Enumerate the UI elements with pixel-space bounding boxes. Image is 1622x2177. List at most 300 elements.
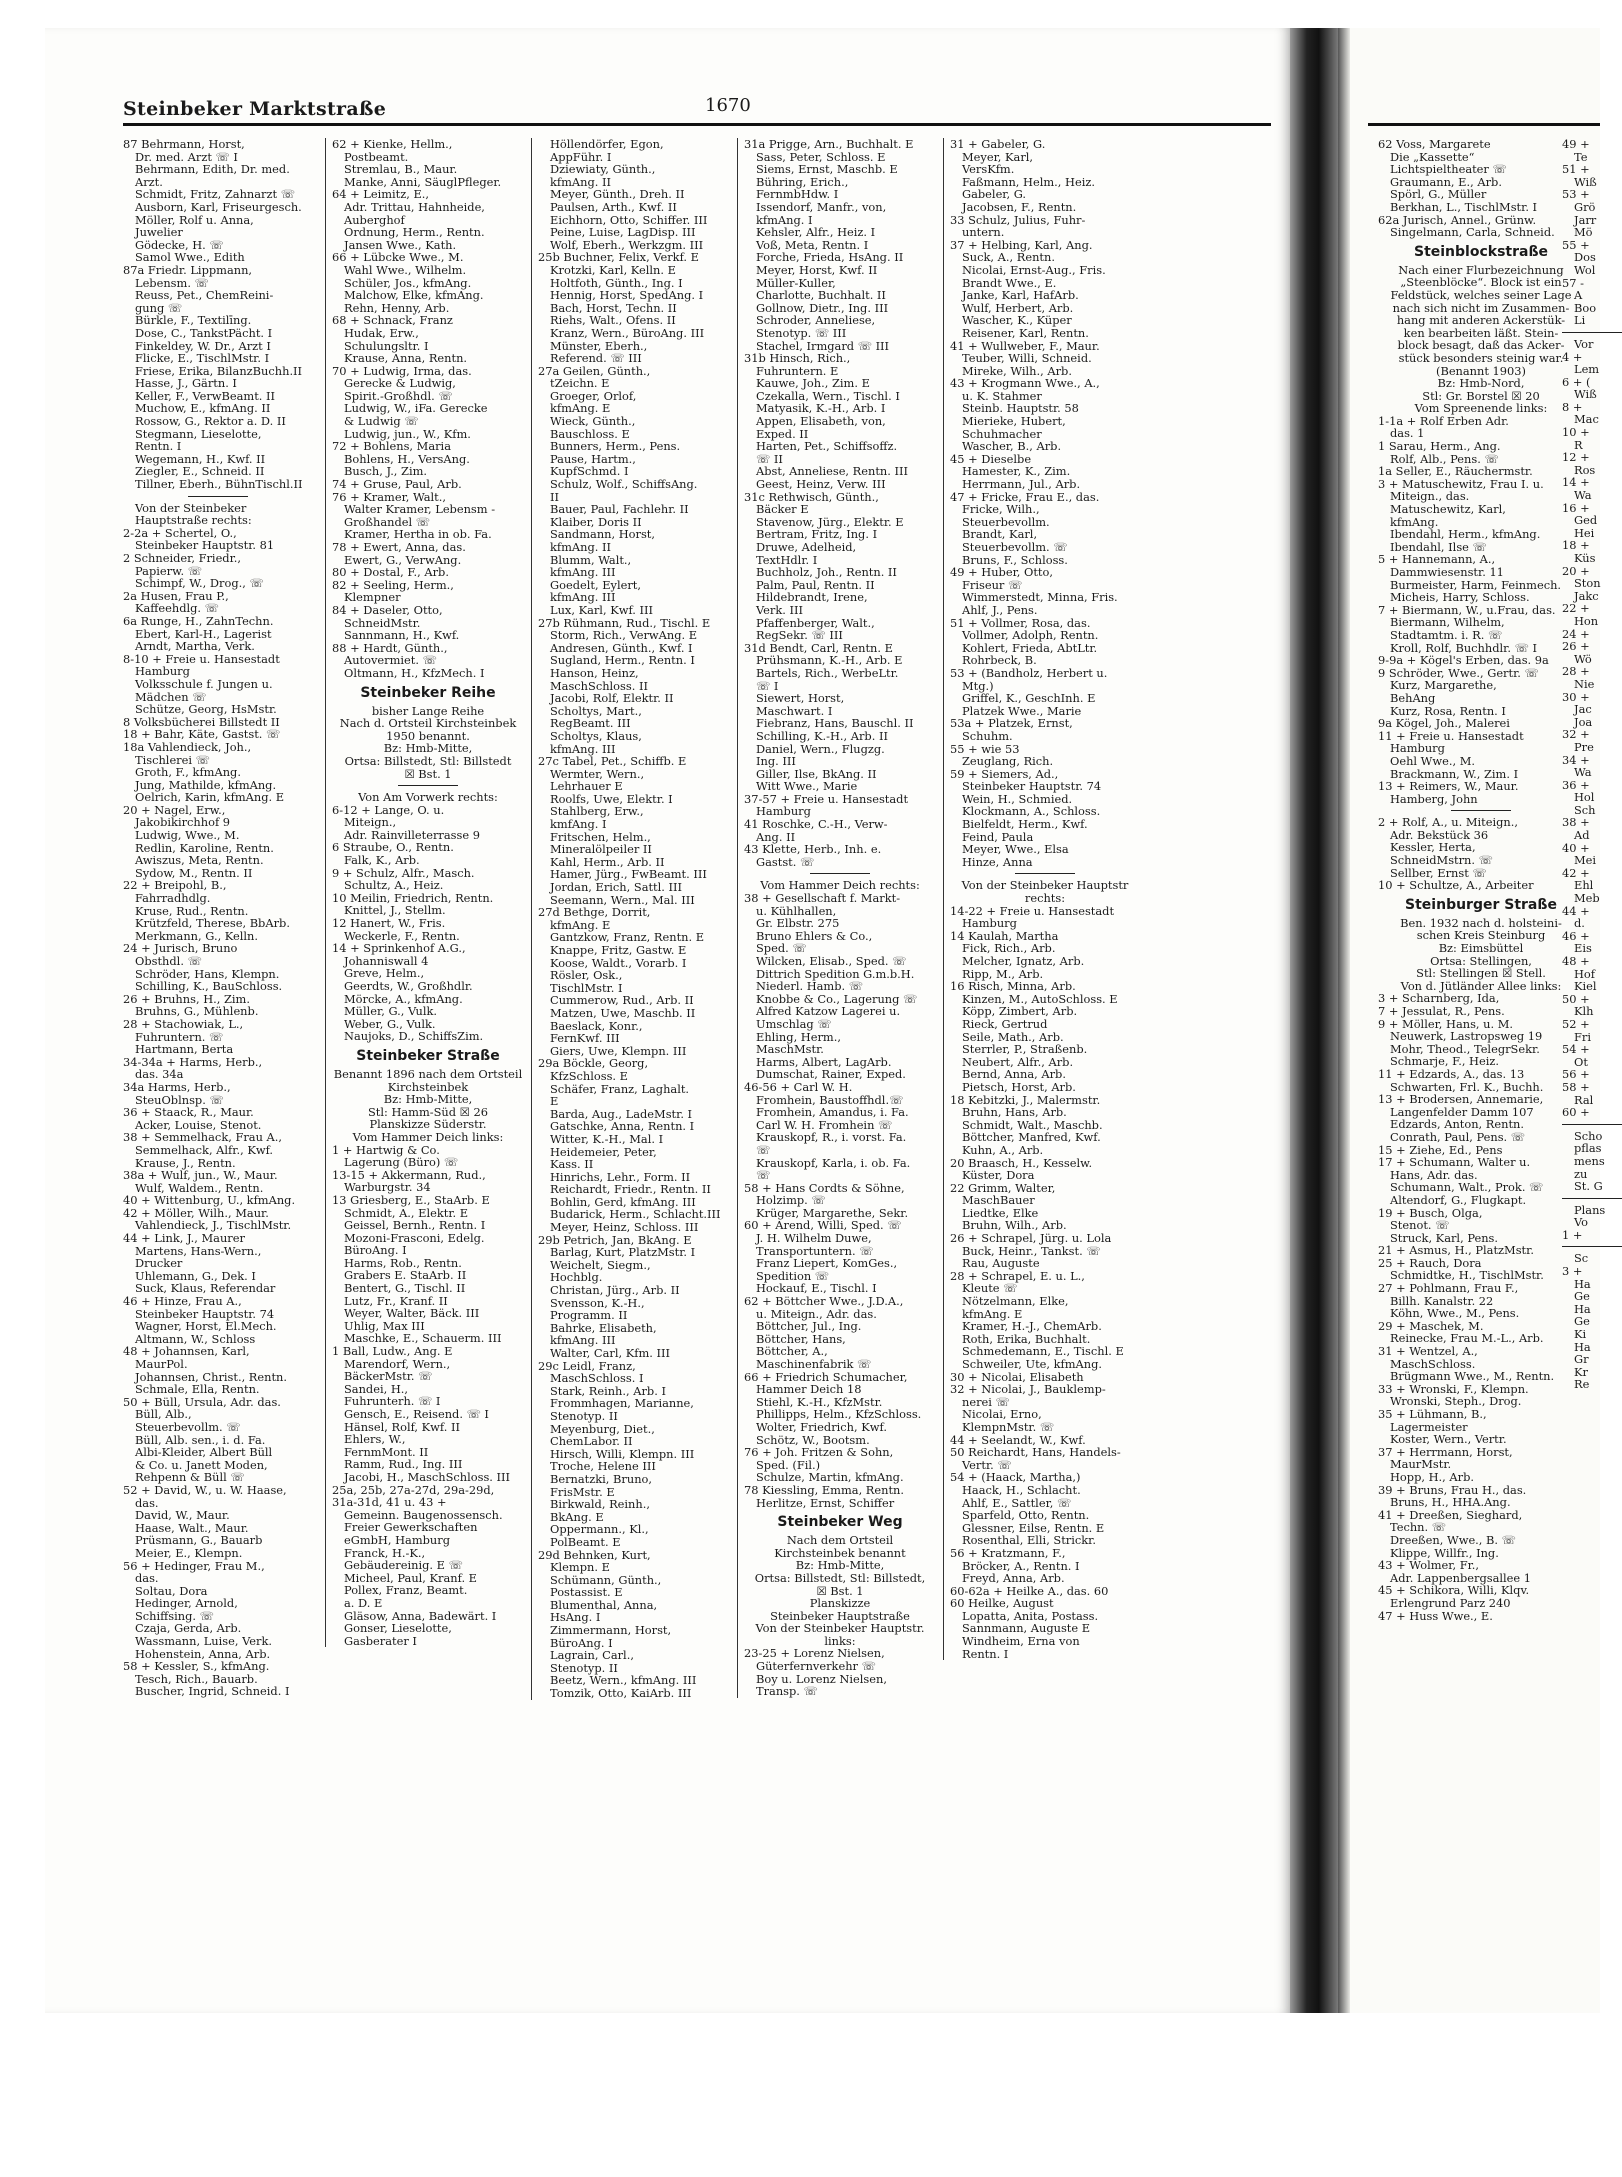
directory-entry: Tischlerei ☏ — [135, 752, 210, 767]
directory-entry: Windheim, Erna von — [962, 1634, 1080, 1649]
directory-entry: 55 + wie 53 — [950, 741, 1020, 756]
directory-entry: Charlotte, Buchhalt. II — [756, 288, 886, 303]
directory-entry: ChemLabor. II — [550, 1434, 633, 1449]
directory-entry: MaschMstr. — [756, 1042, 824, 1057]
directory-entry: Meier, E., Klempn. — [135, 1545, 243, 1560]
directory-entry: Pre — [1574, 739, 1594, 754]
directory-entry: Wiß — [1574, 387, 1597, 402]
directory-entry: Gödecke, H. ☏ — [135, 237, 224, 252]
directory-entry: 45 + Schikora, Willi, Klqv. — [1378, 1583, 1530, 1598]
directory-entry: Dose, C., TankstPächt. I — [135, 325, 273, 340]
directory-entry: Budarick, Herm., Schlacht.III — [550, 1207, 721, 1222]
directory-entry: Bruhns, G., Mühlenb. — [135, 1004, 259, 1019]
directory-entry: 29c Leidl, Franz, — [538, 1358, 636, 1373]
directory-entry: 27c Tabel, Pet., Schiffb. E — [538, 754, 687, 769]
directory-entry: 47 + Huss Wwe., E. — [1378, 1608, 1493, 1623]
directory-entry: Herrmann, Jul., Arb. — [962, 477, 1081, 492]
directory-entry: Kr — [1574, 1364, 1588, 1379]
directory-entry: Barda, Aug., LadeMstr. I — [550, 1106, 693, 1121]
directory-entry: Haack, H., Schlacht. — [962, 1482, 1081, 1497]
directory-entry: mens — [1574, 1153, 1605, 1168]
directory-entry: 52 + David, W., u. W. Haase, — [123, 1482, 287, 1497]
directory-entry: MaschBauer — [962, 1193, 1035, 1208]
section-separator — [398, 785, 458, 786]
directory-entry: Hamer, Jürg., FwBeamt. III — [550, 867, 707, 882]
directory-entry: Klempn. E — [550, 1560, 610, 1575]
directory-entry: Altmann, W., Schloss — [135, 1331, 256, 1346]
running-head: Steinbeker Marktstraße — [123, 98, 387, 120]
directory-entry: 47 + Fricke, Frau E., das. — [950, 489, 1100, 504]
section-separator — [1562, 1246, 1622, 1247]
directory-entry: Ordnung, Herm., Rentn. — [344, 225, 485, 240]
directory-entry: Oppermann., Kl., — [550, 1522, 649, 1537]
directory-entry: Jakobikirchhof 9 — [135, 815, 231, 830]
directory-entry: Sterrler, P., Straßenb. — [962, 1042, 1088, 1057]
directory-entry: u. Kühlhallen, — [756, 903, 837, 918]
directory-entry: Goedelt, Eylert, — [550, 577, 641, 592]
directory-entry: Steinbeker Hauptstr. 74 — [962, 779, 1102, 794]
directory-entry: Ludwig, Wwe., M. — [135, 828, 240, 843]
directory-entry: Lichtspieltheater ☏ — [1390, 162, 1507, 177]
directory-entry: BüroAng. I — [550, 1635, 613, 1650]
street-heading: Steinbeker Weg — [777, 1514, 903, 1531]
directory-entry: Awiszus, Meta, Rentn. — [135, 853, 264, 868]
directory-entry: 33 + Wronski, F., Klempn. — [1378, 1381, 1529, 1396]
directory-entry: Mozoni-Frasconi, Edelg. — [344, 1230, 485, 1245]
directory-entry: Bentert, G., Tischl. II — [344, 1281, 466, 1296]
directory-entry: Ripp, M., Arb. — [962, 966, 1044, 981]
column-5 — [943, 138, 1140, 1660]
directory-entry: Hol — [1574, 790, 1595, 805]
directory-entry: 62 Voss, Margarete — [1378, 137, 1491, 151]
directory-entry: 31a Prigge, Arn., Buchhalt. E — [744, 137, 914, 151]
directory-entry: Rosenthal, Elli, Strickr. — [962, 1533, 1096, 1548]
directory-entry: Eichhorn, Otto, Schiffer. III — [550, 212, 708, 227]
directory-entry: Hamester, K., Zim. — [962, 464, 1071, 479]
directory-entry: Geerdts, W., Großhdlr. — [344, 979, 473, 993]
directory-entry: 82 + Seeling, Herm., — [332, 577, 454, 592]
directory-entry: Schulz, Wolf., SchiffsAng. — [550, 477, 698, 492]
directory-entry: Lehrhauer E — [550, 779, 623, 794]
directory-entry: 70 + Ludwig, Irma, das. — [332, 363, 472, 378]
directory-entry: Schumann, Walt., Prok. ☏ — [1390, 1180, 1544, 1195]
directory-entry: Sydow, M., Rentn. II — [135, 865, 253, 880]
directory-entry: Buchholz, Joh., Rentn. II — [756, 565, 897, 580]
directory-entry: Krützfeld, Therese, BbArb. — [135, 916, 290, 931]
directory-entry: Krauskopf, R., i. vorst. Fa. — [756, 1130, 907, 1145]
directory-entry: Behrmann, Edith, Dr. med. — [135, 162, 290, 177]
directory-entry: Tesch, Rich., Bauarb. — [135, 1671, 258, 1686]
directory-entry: Berkhan, L., TischlMstr. I — [1390, 199, 1538, 214]
directory-entry: Kruse, Rud., Rentn. — [135, 903, 249, 918]
directory-entry: Spirit.-Großhdl. ☏ — [344, 388, 453, 403]
section-separator — [1451, 810, 1511, 811]
street-note: Von der Steinbeker Hauptstr. — [755, 1621, 925, 1636]
directory-entry: Mörcke, A., kfmAng. — [344, 991, 463, 1006]
directory-entry: SteuOblnsp. ☏ — [135, 1092, 224, 1107]
directory-entry: Roolfs, Uwe, Elektr. I — [550, 791, 673, 806]
directory-entry: Hennig, Horst, SpedAng. I — [550, 288, 704, 303]
directory-entry: 62a Jurisch, Annel., Grünw. — [1378, 212, 1537, 227]
directory-entry: Ehling, Herm., — [756, 1029, 841, 1044]
directory-entry: VersKfm. — [962, 162, 1015, 177]
directory-entry: zu — [1574, 1166, 1588, 1181]
directory-entry: Rohrbeck, B. — [962, 653, 1037, 668]
directory-entry: Micheis, Harry, Schloss. — [1390, 590, 1530, 605]
directory-entry: Singelmann, Carla, Schneid. — [1390, 225, 1555, 240]
directory-entry: Brügmann Wwe., M., Rentn. — [1390, 1369, 1555, 1384]
directory-entry: kfmAng. II — [550, 174, 612, 189]
directory-entry: 2 + Rolf, A., u. Miteign., — [1378, 815, 1518, 830]
directory-entry: kfmAng. III — [550, 1333, 616, 1348]
directory-entry: Jacobi, Rolf, Elektr. II — [550, 691, 674, 706]
directory-entry: 1 + — [1562, 1227, 1583, 1242]
directory-entry: kfmAng. — [1390, 514, 1439, 529]
book-gutter — [1290, 28, 1338, 2013]
directory-entry: 11 + Freie u. Hansestadt — [1378, 728, 1524, 743]
directory-entry: Falk, K., Arb. — [344, 853, 420, 868]
directory-entry: Schmidt, Walt., Maschb. — [962, 1117, 1103, 1132]
directory-entry: 12 + — [1562, 450, 1590, 465]
directory-entry: 38 + — [1562, 815, 1590, 830]
directory-entry: Czekalla, Wern., Tischl. I — [756, 388, 900, 403]
directory-entry: Gasberater I — [344, 1633, 417, 1648]
directory-entry: Freier Gewerkschaften — [344, 1520, 478, 1535]
directory-entry: Hamburg — [756, 804, 811, 819]
directory-entry: Lagermeister — [1390, 1419, 1468, 1434]
directory-entry: 49 + Huber, Otto, — [950, 565, 1053, 580]
directory-entry: 46 + — [1562, 928, 1590, 943]
directory-entry: 14-22 + Freie u. Hansestadt — [950, 903, 1115, 918]
directory-entry: Jansen Wwe., Kath. — [344, 237, 457, 252]
directory-entry: Hildebrandt, Irene, — [756, 590, 868, 605]
directory-entry: 35 + Lühmann, B., — [1378, 1407, 1487, 1421]
directory-entry: 50 + — [1562, 991, 1590, 1006]
directory-entry: Büll, Alb., — [135, 1407, 192, 1422]
directory-entry: Ral — [1574, 1092, 1594, 1107]
directory-entry: Giers, Uwe, Klempn. III — [550, 1043, 687, 1058]
directory-entry: 34a Harms, Herb., — [123, 1079, 231, 1094]
directory-entry: 5 + Hannemann, A., — [1378, 552, 1496, 567]
directory-entry: Wol — [1574, 262, 1596, 277]
directory-entry: Merkmann, G., Kelln. — [135, 928, 258, 943]
directory-entry: Schulze, Martin, kfmAng. — [756, 1470, 904, 1485]
directory-entry: Ge — [1574, 1314, 1590, 1329]
directory-entry: Schmidt, A., Elektr. E — [344, 1205, 469, 1220]
directory-entry: Gensch, E., Reisend. ☏ I — [344, 1407, 489, 1421]
directory-entry: Baeslack, Konr., — [550, 1018, 643, 1033]
street-note: rechts: — [1024, 891, 1066, 906]
directory-entry: Melcher, Ignatz, Arb. — [962, 954, 1085, 968]
directory-entry: Schweiler, Ute, kfmAng. — [962, 1357, 1103, 1371]
street-note: (Benannt 1903) — [1436, 363, 1526, 378]
directory-entry: Rau, Auguste — [962, 1256, 1040, 1271]
directory-entry: Sped. ☏ — [756, 941, 807, 956]
directory-entry: 29a Böckle, Georg, — [538, 1056, 649, 1071]
directory-entry: Rösler, Osk., — [550, 968, 623, 983]
directory-entry: pflas — [1574, 1141, 1602, 1156]
directory-entry: Groth, F., kfmAng. — [135, 765, 241, 780]
directory-entry: Kinzen, M., AutoSchloss. E — [962, 991, 1118, 1006]
directory-entry: 25 + Rauch, Dora — [1378, 1255, 1482, 1270]
directory-entry: 62 + Böttcher Wwe., J.D.A., — [744, 1294, 904, 1309]
street-note: Steinbeker Hauptstraße — [770, 1608, 910, 1623]
directory-entry: MaurMstr. — [1390, 1457, 1452, 1472]
directory-entry: Bartels, Rich., WerbeLtr. — [756, 665, 899, 680]
directory-entry: Biermann, Wilhelm, — [1390, 615, 1505, 630]
directory-entry: Re — [1574, 1377, 1590, 1392]
directory-entry: Carl W. H. Fromhein ☏ — [756, 1117, 893, 1132]
directory-entry: Klaiber, Doris II — [550, 514, 642, 529]
directory-entry: 9a Kögel, Joh., Malerei — [1378, 716, 1510, 731]
directory-entry: 33 Schulz, Julius, Fuhr- — [950, 212, 1086, 227]
directory-entry: HsAng. I — [550, 1610, 601, 1625]
directory-entry: Hanson, Heinz, — [550, 665, 639, 680]
directory-entry: 6a Runge, H., ZahnTechn. — [123, 613, 274, 628]
street-note: Ben. 1932 nach d. holsteini- — [1400, 915, 1562, 930]
directory-entry: Krauskopf, Karla, i. ob. Fa. — [756, 1155, 911, 1170]
directory-entry: 15 + Ziehe, Ed., Pens — [1378, 1142, 1503, 1157]
directory-entry: Ros — [1574, 462, 1596, 477]
directory-entry: Kurz, Margarethe, — [1390, 678, 1497, 693]
directory-entry: Ahlf, J., Pens. — [962, 602, 1038, 617]
directory-entry: Stiehl, K.-H., KfzMstr. — [756, 1394, 883, 1409]
directory-entry: 1-1a + Rolf Erben Adr. — [1378, 413, 1509, 428]
section-separator — [188, 496, 248, 497]
directory-entry: 46-56 + Carl W. H. — [744, 1079, 853, 1094]
street-note: Von d. Jütländer Allee links: — [1400, 978, 1562, 993]
directory-entry: 64 + Leimitz, E., — [332, 187, 430, 202]
street-note: 1950 benannt. — [386, 728, 470, 743]
directory-entry: Zimmermann, Horst, — [550, 1623, 672, 1638]
directory-entry: Daniel, Wern., Flugzg. — [756, 741, 885, 756]
directory-entry: Steinbeker Hauptstr. 74 — [135, 1306, 275, 1321]
directory-entry: 37 + Helbing, Karl, Ang. — [950, 237, 1093, 252]
directory-entry: Micheel, Paul, Kranf. E — [344, 1570, 477, 1585]
directory-entry: Hamburg — [135, 664, 190, 679]
directory-entry: Mädchen ☏ — [135, 689, 207, 704]
street-note: Vom Hammer Deich rechts: — [760, 878, 920, 893]
directory-entry: Niederl. Hamb. ☏ — [756, 979, 864, 994]
directory-entry: FernKwf. III — [550, 1031, 620, 1046]
directory-entry: 66 + Lübcke Wwe., M. — [332, 250, 464, 265]
section-separator — [1015, 873, 1075, 874]
street-note: Kirchsteinbek benannt — [774, 1545, 906, 1560]
directory-entry: 16 Risch, Minna, Arb. — [950, 979, 1076, 994]
directory-entry: TischlMstr. I — [550, 980, 623, 995]
directory-entry: Scholtys, Mart., — [550, 703, 642, 718]
directory-entry: Uhlemann, G., Dek. I — [135, 1268, 256, 1283]
directory-entry: Franck, H.-K., — [344, 1545, 426, 1560]
directory-entry: Hei — [1574, 525, 1595, 540]
directory-entry: & Ludwig ☏ — [344, 414, 419, 429]
directory-entry: Greve, Helm., — [344, 966, 425, 981]
directory-entry: Von der Steinbeker — [135, 500, 247, 515]
directory-entry: Gemeinn. Baugenossensch. — [344, 1507, 503, 1522]
directory-entry: 30 + — [1562, 689, 1590, 704]
directory-entry: Hudak, Erw., — [344, 325, 419, 340]
directory-entry: Sped. (Fil.) — [756, 1457, 821, 1472]
directory-entry: Blumenthal, Anna, — [550, 1597, 658, 1612]
header-rule — [123, 123, 1271, 126]
directory-entry: 28 + Schrapel, E. u. L., — [950, 1268, 1085, 1283]
directory-entry: Hochblg. — [550, 1270, 603, 1285]
directory-entry: Meyer, Heinz, Schloss. III — [550, 1220, 699, 1235]
directory-entry: Dreeßen, Wwe., B. ☏ — [1390, 1532, 1516, 1547]
directory-entry: 26 + Bruhns, H., Zim. — [123, 991, 250, 1006]
directory-entry: 42 + Möller, Wilh., Maur. — [123, 1205, 269, 1220]
directory-entry: Nie — [1574, 676, 1595, 691]
directory-entry: Haase, Walt., Maur. — [135, 1520, 249, 1535]
directory-entry: 16 + — [1562, 500, 1590, 515]
directory-entry: 4 + — [1562, 349, 1583, 364]
street-note: Ortsa: Billstedt, Stl: Billstedt, — [754, 1570, 926, 1585]
directory-entry: Klempner — [344, 590, 401, 605]
directory-entry: Witter, K.-H., Mal. I — [550, 1131, 664, 1146]
directory-entry: 40 + Wittenburg, U., kfmAng. — [123, 1193, 296, 1208]
street-note: Planskizze Süderstr. — [369, 1117, 487, 1132]
directory-entry: Adr. Rainvilleterrasse 9 — [344, 827, 480, 842]
directory-entry: Ahlf, E., Sattler, ☏ — [962, 1495, 1072, 1510]
directory-entry: 18 + — [1562, 538, 1590, 553]
directory-entry: 22 Grimm, Walter, — [950, 1180, 1056, 1195]
directory-entry: Kramer, H.-J., ChemArb. — [962, 1319, 1102, 1334]
directory-entry: eGmbH, Hamburg — [344, 1532, 450, 1547]
directory-entry: Lux, Karl, Kwf. III — [550, 602, 654, 617]
directory-entry: Auberghof — [344, 212, 405, 227]
directory-entry: 14 Kaulah, Martha — [950, 928, 1059, 943]
directory-entry: E — [550, 1094, 559, 1109]
directory-entry: 2-2a + Schertel, O., — [123, 525, 237, 540]
directory-entry: 29 + Maschek, M. — [1378, 1318, 1484, 1333]
directory-entry: 8 + — [1562, 399, 1583, 414]
section-separator — [810, 873, 870, 874]
directory-entry: Bernd, Anna, Arb. — [962, 1067, 1066, 1082]
directory-entry: Wahl Wwe., Wilhelm. — [344, 262, 467, 277]
directory-entry: Fromhein, Amandus, i. Fa. — [756, 1105, 909, 1120]
directory-entry: 46 + Hinze, Frau A., — [123, 1294, 242, 1309]
directory-entry: Bernatzki, Bruno, — [550, 1471, 653, 1486]
directory-entry: Gr — [1574, 1352, 1589, 1367]
directory-entry: Ibendahl, Herm., kfmAng. — [1390, 527, 1541, 542]
directory-entry: Siewert, Horst, — [756, 691, 845, 706]
directory-entry: 50 + Büll, Ursula, Adr. das. — [123, 1394, 281, 1409]
directory-entry: Kranz, Wern., BüroAng. III — [550, 325, 705, 340]
directory-entry: Ausborn, Karl, Friseurgesch. — [135, 199, 302, 214]
directory-entry: Münster, Eberh., — [550, 338, 648, 353]
directory-entry: Suck, A., Rentn. — [962, 250, 1055, 265]
directory-entry: 29d Behnken, Kurt, — [538, 1547, 651, 1562]
directory-entry: Mierieke, Hubert, — [962, 414, 1066, 429]
directory-entry: Schmale, Ella, Rentn. — [135, 1382, 260, 1397]
directory-entry: Albi-Kleider, Albert Büll — [135, 1445, 273, 1460]
directory-entry: Friseur ☏ — [962, 577, 1023, 592]
directory-entry: Keller, F., VerwBeamt. II — [135, 388, 276, 403]
directory-entry: Pfaffenberger, Walt., — [756, 615, 875, 630]
directory-entry: Köpp, Zimbert, Arb. — [962, 1004, 1078, 1019]
street-note: links: — [824, 1633, 856, 1648]
directory-entry: Miteign., das. — [1390, 489, 1470, 504]
directory-entry: Lem — [1574, 362, 1600, 377]
street-note: Bz: Hmb-Mitte, — [795, 1558, 885, 1573]
directory-entry: 39 + Bruns, Frau H., das. — [1378, 1482, 1527, 1497]
directory-entry: 30 + Nicolai, Elisabeth — [950, 1369, 1084, 1384]
directory-entry: Neuwerk, Lastropsweg 19 — [1390, 1029, 1543, 1044]
directory-entry: Weichelt, Siegm., — [550, 1257, 651, 1272]
directory-entry: Sannmann, Auguste E — [962, 1621, 1091, 1636]
column-3 — [531, 138, 730, 1700]
directory-entry: 56 + — [1562, 1067, 1590, 1082]
directory-entry: 9 + Schulz, Alfr., Masch. — [332, 865, 475, 880]
directory-entry: Dziewiaty, Günth., — [550, 162, 656, 177]
directory-entry: Bürkle, F., Textilīng. — [135, 313, 252, 328]
street-note: stück besonders steinig war. — [1398, 350, 1564, 365]
directory-entry: Conrath, Paul, Pens. ☏ — [1390, 1129, 1526, 1144]
directory-entry: Gr. Elbstr. 275 — [756, 916, 840, 931]
directory-entry: Meyer, Karl, — [962, 149, 1034, 164]
directory-entry: 13-15 + Akkermann, Rud., — [332, 1167, 486, 1182]
directory-entry: Malchow, Elke, kfmAng. — [344, 288, 484, 303]
directory-entry: II — [550, 489, 559, 504]
directory-entry: Steuerbevollm. ☏ — [962, 540, 1068, 554]
directory-entry: Krause, Anna, Rentn. — [344, 351, 468, 366]
directory-entry: nerei ☏ — [962, 1394, 1010, 1409]
directory-entry: Oelrich, Karin, kfmAng. E — [135, 790, 285, 805]
directory-entry: Dos — [1574, 250, 1596, 265]
directory-entry: FernmbHdw. I — [756, 187, 839, 202]
directory-entry: Ibendahl, Ilse ☏ — [1390, 539, 1487, 554]
directory-entry: Ot — [1574, 1054, 1588, 1069]
directory-entry: Kehsler, Alfr., Heiz. I — [756, 225, 876, 240]
directory-entry: Bohlens, H., VersAng. — [344, 451, 470, 466]
directory-entry: 27b Rühmann, Rud., Tischl. E — [538, 615, 711, 630]
directory-entry: Oehl Wwe., M. — [1390, 753, 1476, 768]
directory-entry: Wagner, Horst, El.Mech. — [135, 1319, 277, 1334]
directory-entry: 29b Petrich, Jan, BkAng. E — [538, 1232, 692, 1247]
directory-entry: Zeuglang, Rich. — [962, 754, 1054, 769]
directory-entry: 1a Seller, E., Räuchermstr. — [1378, 464, 1533, 479]
street-note: ☒ Bst. 1 — [816, 1583, 864, 1598]
directory-entry: Bühring, Erich., — [756, 174, 849, 189]
directory-entry: BüroAng. I — [344, 1243, 407, 1258]
directory-entry: Kahl, Herm., Arb. II — [550, 854, 665, 869]
directory-entry: Hammer Deich 18 — [756, 1382, 862, 1397]
directory-entry: Küs — [1574, 551, 1596, 565]
directory-entry: AppFühr. I — [550, 149, 612, 164]
directory-entry: Steinbeker Hauptstr. 81 — [135, 538, 275, 553]
directory-entry: Ludwig, jun., W., Kfm. — [344, 426, 471, 441]
directory-entry: 8-10 + Freie u. Hansestadt — [123, 651, 280, 666]
directory-entry: Riehs, Walt., Ofens. II — [550, 313, 676, 328]
directory-entry: Mireke, Wilh., Arb. — [962, 363, 1072, 378]
directory-entry: Jacobsen, F., Rentn. — [962, 199, 1077, 214]
directory-entry: Hedinger, Arnold, — [135, 1596, 238, 1611]
directory-entry: ☏ — [756, 1142, 771, 1157]
directory-entry: 36 + Staack, R., Maur. — [123, 1105, 254, 1120]
column-7-fragment — [1562, 137, 1606, 1392]
directory-entry: 27a Geilen, Günth., — [538, 363, 651, 378]
directory-entry: Rolf, Alb., Pens. ☏ — [1390, 451, 1499, 466]
directory-entry: Rehn, Henny, Arb. — [344, 300, 450, 315]
directory-entry: 66 + Friedrich Schumacher, — [744, 1369, 908, 1384]
directory-entry: 53 + — [1562, 187, 1590, 202]
directory-entry: Seile, Math., Arb. — [962, 1029, 1064, 1044]
directory-entry: BäckerMstr. ☏ — [344, 1369, 433, 1384]
directory-entry: 42 + — [1562, 865, 1590, 880]
directory-entry: Maschke, E., Schauerm. III — [344, 1331, 502, 1346]
directory-entry: Maschwart. I — [756, 703, 833, 718]
directory-entry: Jarr — [1574, 212, 1597, 227]
